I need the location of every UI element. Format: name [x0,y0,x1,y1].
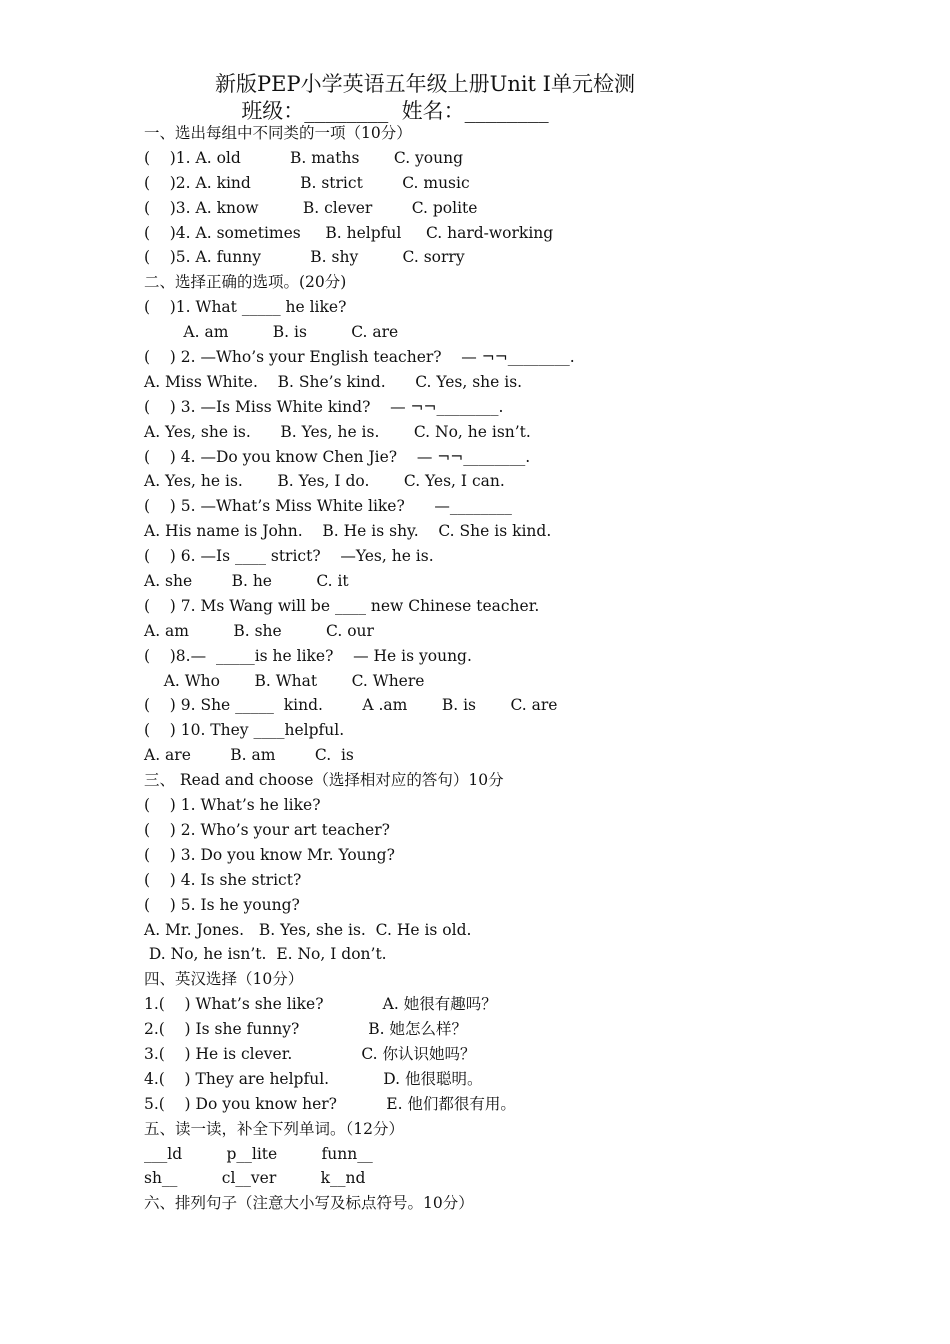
exam-line: A. His name is John. B. He is shy. C. She is kind. [144,522,552,541]
exam-line: A. Yes, he is. B. Yes, I do. C. Yes, I can. [144,472,505,491]
exam-line: A. she B. he C. it [144,572,349,591]
exam-line: ( ) 1. What’s he like? [144,796,321,815]
exam-line: 二、选择正确的选项。(20分) [144,273,347,292]
exam-line: 六、排列句子（注意大小写及标点符号。10分） [144,1194,474,1213]
exam-line: A. am B. is C. are [144,323,399,342]
class-name-line: 班级：________ 姓名：________ [241,99,549,123]
exam-line: ___ld p__lite funn__ [144,1144,373,1163]
exam-line: ( ) 4. Is she strict? [144,870,302,889]
exam-line: ( ) 10. They ____helpful. [144,721,345,740]
exam-line: A. am B. she C. our [144,621,374,640]
exam-line: ( ) 5. —What’s Miss White like? —________ [144,497,512,516]
exam-content [144,121,924,1216]
exam-line: ( )1. What _____ he like? [144,298,347,317]
exam-line: ( ) 2. Who’s your art teacher? [144,820,390,839]
exam-line: 1.( ) What’s she like? A. 她很有趣吗？ [144,995,497,1014]
exam-line: 2.( ) Is she funny? B. 她怎么样？ [144,1020,468,1039]
exam-line: A. Mr. Jones. B. Yes, she is. C. He is old. [144,920,472,939]
exam-line: ( ) 9. She _____ kind. A .am B. is C. are [144,696,558,715]
exam-line: ( )5. A. funny B. shy C. sorry [144,248,465,267]
exam-line: ( )3. A. know B. clever C. polite [144,198,478,217]
exam-line: D. No, he isn’t. E. No, I don’t. [144,945,387,964]
exam-line: 三、 Read and choose（选择相对应的答句）10分 [144,771,504,790]
exam-line: ( ) 4. —Do you know Chen Jie? — ¬¬________. [144,447,531,466]
exam-line: A. are B. am C. is [144,746,354,765]
exam-line: 五、读一读，补全下列单词。（12分） [144,1119,404,1138]
exam-line: 5.( ) Do you know her? E. 他们都很有用。 [144,1094,516,1113]
exam-line: A. Who B. What C. Where [144,671,425,690]
exam-line: ( ) 3. Do you know Mr. Young? [144,845,395,864]
exam-line: 一、选出每组中不同类的一项（10分） [144,124,412,142]
exam-line: ( )1. A. old B. maths C. young [144,148,464,167]
exam-line: ( ) 7. Ms Wang will be ____ new Chinese teacher. [144,596,540,615]
exam-line: ( ) 2. —Who’s your English teacher? — ¬¬________. [144,348,575,367]
exam-line: 四、英汉选择（10分） [144,970,304,989]
page-title: 新版PEP小学英语五年级上册Unit I单元检测 [215,72,635,96]
exam-line: ( )2. A. kind B. strict C. music [144,173,470,192]
exam-line: ( )4. A. sometimes B. helpful C. hard-working [144,223,554,242]
exam-line: A. Yes, she is. B. Yes, he is. C. No, he isn’t. [144,422,531,441]
exam-line: sh__ cl__ver k__nd [144,1169,366,1188]
exam-line: 3.( ) He is clever. C. 你认识她吗？ [144,1044,476,1063]
exam-line: ( ) 6. —Is ____ strict? —Yes, he is. [144,547,434,566]
exam-line: 4.( ) They are helpful. D. 他很聪明。 [144,1069,483,1088]
exam-line: ( ) 5. Is he young? [144,895,300,914]
exam-line: ( )8.— _____is he like? — He is young. [144,646,472,665]
exam-line: A. Miss White. B. She’s kind. C. Yes, she is. [144,372,523,391]
exam-line: ( ) 3. —Is Miss White kind? — ¬¬________. [144,397,504,416]
